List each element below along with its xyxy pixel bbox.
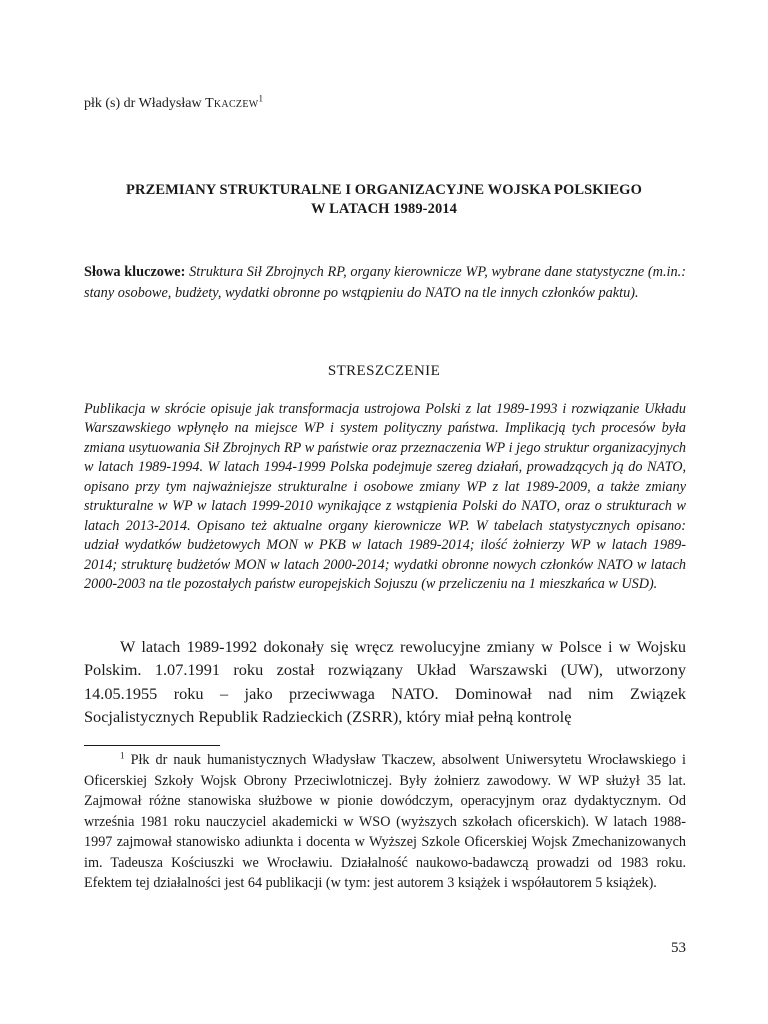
article-title — [84, 181, 684, 218]
keywords-text: Struktura Sił Zbrojnych RP, organy kierownicze WP, wybrane dane statystyczne (m.in.: stany osobowe, budżety, wydatki obronne po wstąpieniu do NATO na tle innych członków paktu). — [84, 264, 686, 301]
keywords-paragraph — [84, 262, 686, 303]
author-line — [84, 93, 263, 112]
author-surname: Tkaczew — [205, 96, 259, 111]
footnote-marker: 1 — [120, 750, 125, 761]
author-footnote-marker: 1 — [258, 93, 263, 104]
footnote — [84, 750, 686, 894]
abstract-text: Publikacja w skrócie opisuje jak transformacja ustrojowa Polski z lat 1989-1993 i rozwiązanie Układu Warszawskiego wpłynęło na miejsce WP i system polityczny państwa. Implikacją tych procesów była zmiana usytuowania Sił Zbrojnych RP w państwie oraz przeznaczenia WP i jego struktur organizacyjnych w latach 1989-1994. W latach 1994-1999 Polska podejmuje szereg działań, prowadzących ją do NATO, opisano przy tym najważniejsze strukturalne i osobowe zmiany WP z lat 1989-2009, a także zmiany strukturalne w WP w latach 1999-2010 wynikające z wstąpienia Polski do NATO, oraz o strukturach w latach 2013-2014. Opisano też aktualne organy kierownicze WP. W tabelach statystycznych opisano: udział wydatków budżetowych MON w PKB w latach 1989-2014; ilość żołnierzy WP w latach 1989-2014; strukturę budżetów MON w latach 2000-2014; wydatki obronne nowych członków NATO w latach 2000-2003 na tle pozostałych państw europejskich Sojuszu (w przeliczeniu na 1 mieszkańca w USD). — [84, 401, 686, 593]
article-title-line-2: W LATACH 1989-2014 — [311, 200, 457, 217]
page-number: 53 — [671, 940, 686, 956]
article-title-line-1: PRZEMIANY STRUKTURALNE I ORGANIZACYJNE WOJSKA POLSKIEGO — [126, 182, 642, 198]
body-paragraph: W latach 1989-1992 dokonały się wręcz rewolucyjne zmiany w Polsce i w Wojsku Polskim. 1.07.1991 roku został rozwiązany Układ Warszawski (UW), utworzony 14.05.1955 roku – jako przeciwwaga NATO. Dominował nad nim Związek Socjalistycznych Republik Radzieckich (ZSRR), który miał pełną kontrolę — [84, 637, 686, 727]
footnote-separator — [84, 745, 220, 746]
keywords-label: Słowa kluczowe: — [84, 264, 186, 280]
footnote-text: Płk dr nauk humanistycznych Władysław Tkaczew, absolwent Uniwersytetu Wrocławskiego i Oficerskiej Szkoły Wojsk Obrony Przeciwlotniczej. Były żołnierz zawodowy. W WP służył 35 lat. Zajmował różne stanowiska służbowe w pionie dowódczym, operacyjnym oraz dydaktycznym. Od września 1981 roku nauczyciel akademicki w WSO (wyższych szkołach oficerskich). W latach 1988-1997 zajmował stanowisko adiunkta i docenta w Wyższej Szkole Oficerskiej Wojsk Zmechanizowanych im. Tadeusza Kościuszki we Wrocławiu. Działalność naukowo-badawczą prowadzi od 1983 roku. Efektem tej działalności jest 64 publikacji (w tym: jest autorem 3 książek i współautorem 5 książek). — [84, 752, 686, 891]
abstract-heading: STRESZCZENIE — [327, 363, 441, 379]
author-prefix: płk (s) dr Władysław — [84, 96, 206, 111]
